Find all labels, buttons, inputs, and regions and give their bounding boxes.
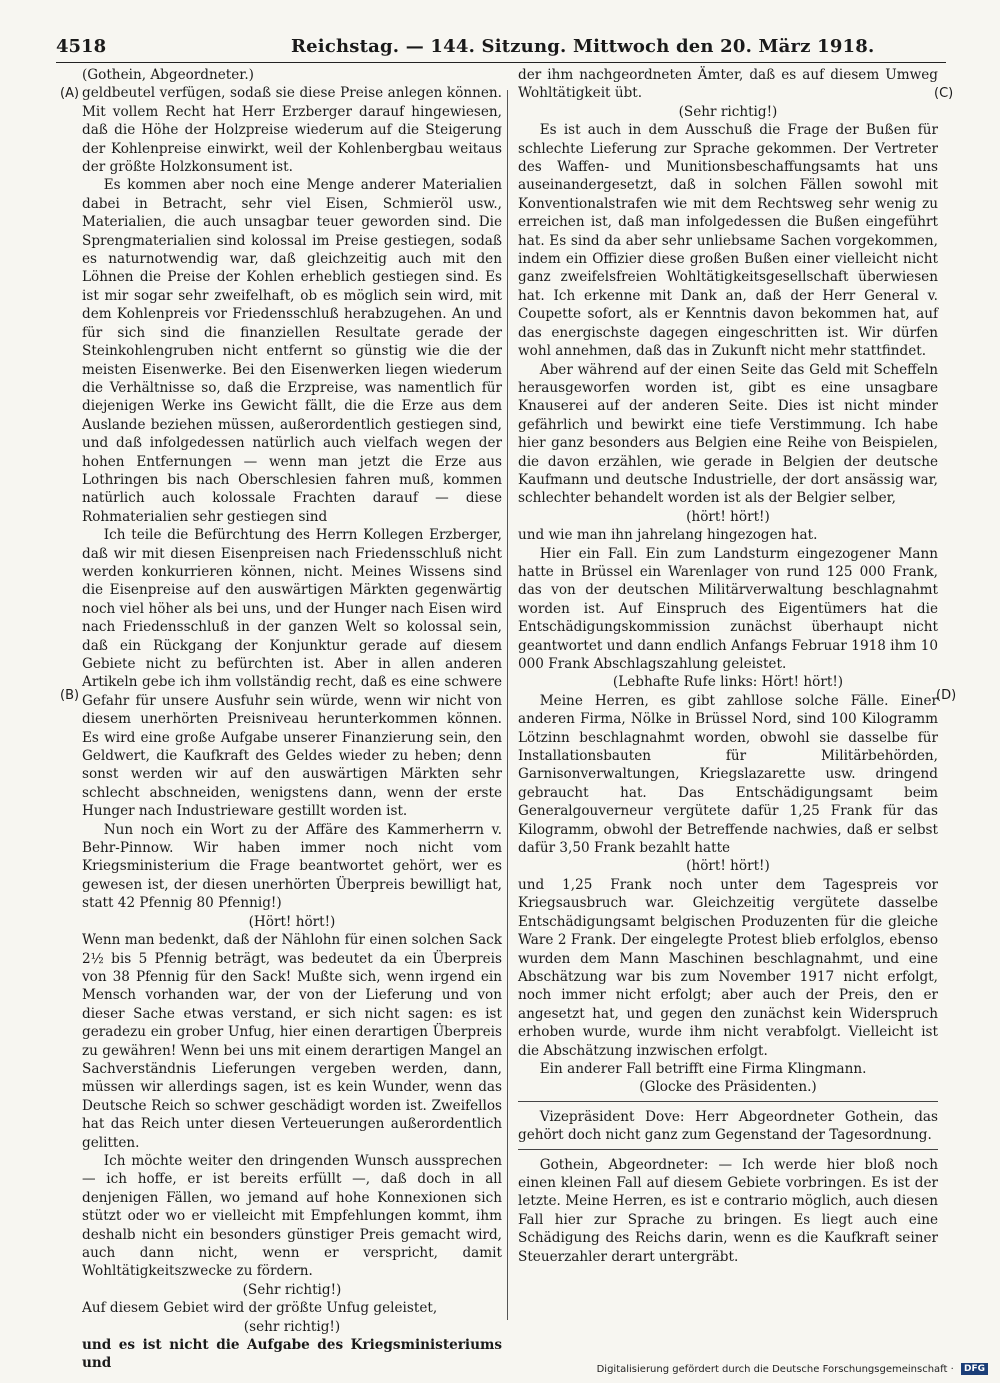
footer-text: Digitalisierung gefördert durch die Deutsche Forschungsgemeinschaft · bbox=[596, 1364, 954, 1375]
section-rule bbox=[518, 1101, 938, 1102]
paragraph: Vizepräsident Dove: Herr Abgeordneter Gothein, das gehört doch nicht ganz zum Gegenstand der Tagesordnung. bbox=[518, 1108, 938, 1144]
paragraph: Auf diesem Gebiet wird der größte Unfug geleistet, bbox=[82, 1300, 438, 1317]
paragraph: Nun noch ein Wort zu der Affäre des Kammerherrn v. Behr-Pinnow. Wir haben immer noch nicht vom Kriegsministerium die Frage beantwortet gehört, wer es gewesen ist, der diesen unerhörten Überpreis bewilligt hat, statt 42 Pfennig 80 Pfennig!) bbox=[82, 821, 502, 912]
paragraph: und 1,25 Frank noch unter dem Tagespreis vor Kriegsausbruch war. Gleichzeitig vergütete dasselbe Entschädigungsamt belgischen Produzenten für die gleiche Ware 2 Frank. Der eingelegte Protest blieb erfolglos, ebenso wurden dem Mann Maschinen beschlagnahmt, und eine Abschätzung war bis zum November 1917 nicht erfolgt, noch immer nicht erfolgt; aber auch der Preis, den er angesetzt hat, und gegen den zunächst kein Widerspruch erhoben wurde, wurde ihm nicht verabfolgt. Vielleicht ist die Abschätzung inzwischen erfolgt. bbox=[518, 876, 938, 1059]
paragraph: Hier ein Fall. Ein zum Landsturm eingezogener Mann hatte in Brüssel ein Warenlager von rund 125 000 Frank, das von der deutschen Militärverwaltung beschlagnahmt worden ist. Auf Einspruch des Eigentümers hat die Entschädigungskommission zunächst überhaupt nicht geantwortet und dann endlich Anfangs Februar 1918 ihm 10 000 Frank Abschlagszahlung geleistet. bbox=[518, 545, 938, 672]
margin-marker-d: (D) bbox=[936, 688, 957, 703]
section-rule bbox=[518, 1149, 938, 1150]
margin-marker-c: (C) bbox=[934, 86, 954, 101]
left-column bbox=[82, 66, 502, 1372]
interjection: (hört! hört!) bbox=[686, 858, 770, 875]
interjection: (Sehr richtig!) bbox=[242, 1281, 342, 1298]
footer bbox=[597, 1363, 988, 1375]
interjection: (sehr richtig!) bbox=[243, 1318, 341, 1335]
right-column bbox=[518, 66, 938, 1316]
speaker-note: (Gothein, Abgeordneter.) bbox=[82, 67, 254, 83]
margin-marker-b: (B) bbox=[60, 688, 80, 703]
interjection: (Lebhafte Rufe links: Hört! hört!) bbox=[612, 674, 844, 691]
paragraph: der ihm nachgeordneten Ämter, daß es auf diesem Umweg Wohltätigkeit übt. bbox=[518, 67, 938, 102]
paragraph: geldbeutel verfügen, sodaß sie diese Preise anlegen können. Mit vollem Recht hat Herr Erzberger darauf hingewiesen, daß die Höhe der Holzpreise wiederum auf die Steigerung der Kohlenpreise einwirkt, weil der Kohlenbergbau weitaus der größte Holzkonsument ist. bbox=[82, 85, 502, 176]
dfg-logo: DFG bbox=[961, 1363, 988, 1375]
column-divider bbox=[507, 90, 508, 1320]
paragraph: Aber während auf der einen Seite das Geld mit Scheffeln herausgeworfen worden ist, gibt es eine unsagbare Knauserei auf der anderen Seite. Dies ist nicht minder gefährlich und bewirkt eine tiefe Verstimmung. Ich habe hier ganz besonders aus Belgien eine Reihe von Beispielen, die davon erzählen, wie gerade in Belgien der deutsche Kaufmann und deutsche Industrielle, der dort ansässig war, schlechter behandelt worden ist als der Belgier selber, bbox=[518, 361, 938, 507]
paragraph: Ich möchte weiter den dringenden Wunsch aussprechen — ich hoffe, er ist bereits erfüllt —, daß doch in all denjenigen Fällen, wo jemand auf hohe Konnexionen sich stützt oder wo er vielleicht mit Empfehlungen kommt, ihm deshalb nicht ein besonders günstiger Preis gemacht wird, auch dann nicht, wenn er verspricht, damit Wohltätigkeitszwecke zu fördern. bbox=[82, 1152, 502, 1280]
page-number: 4518 bbox=[56, 36, 107, 57]
interjection: (hört! hört!) bbox=[686, 508, 770, 525]
running-title: Reichstag. — 144. Sitzung. Mittwoch den 20. März 1918. bbox=[291, 36, 875, 57]
paragraph: Es ist auch in dem Ausschuß die Frage der Bußen für schlechte Lieferung zur Sprache gekommen. Der Vertreter des Waffen- und Munitionsbeschaffungsamts hat uns auseinandergesetzt, daß in solchen Fällen sowohl mit Konventionalstrafen wie mit dem Rechtsweg sehr wenig zu erreichen ist, daß man infolgedessen die Bußen eingeführt hat. Es sind da aber sehr unliebsame Sachen vorgekommen, indem ein Offizier diese großen Bußen einer vielleicht nicht ganz zweifelsfreien Wohltätigkeitsgesellschaft überwiesen hat. Ich erkenne mit Dank an, daß der Herr General v. Coupette sofort, als er Kenntnis davon bekommen hat, auf das energischste dagegen eingeschritten ist. Wir dürfen wohl annehmen, daß das in Zukunft nicht mehr stattfindet. bbox=[518, 122, 938, 360]
paragraph: Wenn man bedenkt, daß der Nählohn für einen solchen Sack 2½ bis 5 Pfennig beträgt, was bedeutet da ein Überpreis von 38 Pfennig für den Sack! Mußte sich, wenn irgend ein Mensch vorhanden war, der von der Lieferung und von dieser Sache etwas verstand, er sich nicht sagen: es ist geradezu ein grober Unfug, hier einen derartigen Überpreis zu gewähren! Wenn bei uns mit einem derartigen Mangel an Sachverständnis Lieferungen vergeben werden, dann, müssen wir allerdings sagen, ist es kein Wunder, wenn das Deutsche Reich so schwer geschädigt worden ist. Zweifellos hat das Reich unter diesen Verteuerungen außerordentlich gelitten. bbox=[82, 932, 502, 1151]
paragraph: und es ist nicht die Aufgabe des Kriegsministeriums und bbox=[82, 1337, 502, 1372]
paragraph: Gothein, Abgeordneter: — Ich werde hier bloß noch einen kleinen Fall auf diesem Gebiete vorbringen. Es ist der letzte. Meine Herren, es ist e contrario möglich, auch diesen Fall hier zur Sprache zu bringen. Es liegt auch eine Schädigung des Reichs darin, wenn es die Kaufkraft seiner Steuerzahler derart untergräbt. bbox=[518, 1156, 938, 1265]
paragraph: Meine Herren, es gibt zahllose solche Fälle. Einer anderen Firma, Nölke in Brüssel Nord, sind 100 Kilogramm Lötzinn beschlagnahmt worden, obwohl sie dasselbe für Installationsbauten für Militärbehörden, Garnisonverwaltungen, Kriegslazarette usw. dringend gebraucht hat. Das Entschädigungsamt beim Generalgouverneur vergütete dafür 1,25 Frank für das Kilogramm, obwohl der Betreffende nachwies, daß er selbst dafür 3,50 Frank bezahlt hatte bbox=[518, 692, 938, 857]
interjection: (Sehr richtig!) bbox=[678, 103, 778, 120]
interjection: (Glocke des Präsidenten.) bbox=[639, 1079, 817, 1096]
paragraph: Ein anderer Fall betrifft eine Firma Klingmann. bbox=[539, 1060, 867, 1077]
paragraph: Es kommen aber noch eine Menge anderer Materialien dabei in Betracht, sehr viel Eisen, Schmieröl usw., Materialien, die auch unsagbar teuer geworden sind. Die Sprengmaterialien sind kolossal im Preise gestiegen, sodaß es naturnotwendig war, daß gleichzeitig auch mit den Löhnen die Preise der Kohlen erheblich gestiegen sind. Es ist mir sogar sehr zweifelhaft, ob es möglich sein wird, mit dem Kohlenpreis vor Friedensschluß herabzugehen. An und für sich sind die finanziellen Resultate gerade der Steinkohlengruben nicht entfernt so günstig wie die der meisten Eisenwerke. Bei den Eisenwerken liegen wiederum die Verhältnisse so, daß die Erzpreise, was namentlich für diejenigen Werke ins Gewicht fällt, die die Erze aus dem Auslande beziehen müssen, außerordentlich gestiegen sind, und daß infolgedessen natürlich auch vielfach wegen der hohen Entfernungen — wenn man jetzt die Erze aus Lothringen bis nach Oberschlesien fahren muß, kommen natürlich auch kolossale Frachten darauf — diese Rohmaterialien sehr gestiegen sind bbox=[82, 177, 502, 525]
interjection: (Hört! hört!) bbox=[248, 913, 336, 930]
margin-marker-a: (A) bbox=[60, 86, 80, 101]
paragraph: Ich teile die Befürchtung des Herrn Kollegen Erzberger, daß wir mit diesen Eisenpreisen nach Friedensschluß nicht werden konkurrieren können, nicht. Meines Wissens sind die Eisenpreise auf den auswärtigen Märkten gegenwärtig noch viel höher als bei uns, und der Hunger nach Eisen wird nach Friedensschluß in der ganzen Welt so kolossal sein, daß ein Rückgang der Konjunktur gerade auf diesem Gebiete nicht zu befürchten ist. Aber in allen anderen Artikeln gebe ich ihm vollständig recht, daß es eine schwere Gefahr für unsere Ausfuhr sein würde, wenn wir nicht von diesem unerhörten Preisniveau herunterkommen können. Es wird eine große Aufgabe unserer Finanzierung sein, den Geldwert, die Kaufkraft des Geldes wieder zu heben; denn sonst werden wir auf den auswärtigen Märkten sehr schlecht abschneiden, wenigstens dann, wenn der erste Hunger nach Industrieware gestillt worden ist. bbox=[82, 527, 502, 820]
page-header bbox=[56, 36, 946, 63]
paragraph: und wie man ihn jahrelang hingezogen hat. bbox=[518, 527, 818, 544]
